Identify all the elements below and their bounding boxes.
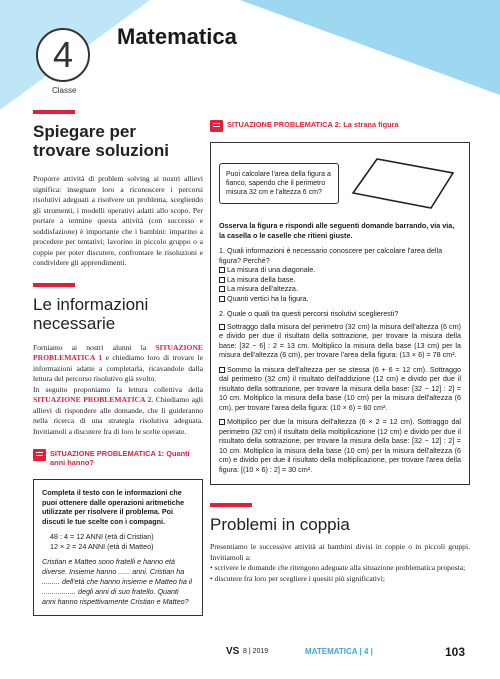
section-title-spiegare: Spiegare per trovare soluzioni bbox=[33, 122, 170, 160]
section-divider bbox=[33, 110, 75, 114]
checkbox[interactable] bbox=[219, 296, 225, 302]
problem-1-box bbox=[33, 479, 203, 616]
informazioni-paragraph-2: In seguito proponiamo la lettura collettiva della SITUAZIONE PROBLEMATICA 2. Chiediamo agli allievi di rispondere alle domande, che li guideranno nella ricerca di una strategia risolutiva adeguata. Invitiamoli a discutere fra di loro le scelte operate. bbox=[33, 384, 203, 436]
question-1: 1. Quali informazioni è necessario conoscere per calcolare l'area della figura? Perché? bbox=[219, 246, 443, 265]
checkbox[interactable] bbox=[219, 419, 225, 425]
checkbox[interactable] bbox=[219, 367, 225, 373]
coppia-bullet-2: • discutere fra loro per scegliere i quesiti più significativi; bbox=[210, 573, 385, 583]
brand-logo: VS bbox=[226, 646, 240, 657]
page-number: 103 bbox=[445, 645, 466, 659]
problem-1-text: Cristian e Matteo sono fratelli e hanno età diverse. Insieme hanno ...... anni. Cristian ha ......... dell'età che hanno insieme e Matteo ha il ................. degli anni di suo fratello. Quanti anni hanno rispettivamente Cristian e Matteo? bbox=[42, 557, 193, 606]
informazioni-paragraph-1: Forniamo ai nostri alunni la SITUAZIONE PROBLEMATICA 1 e chiediamo loro di trovare le informazioni adatte a completarla, ricavandole dalla lettura del percorso risolutivo già svolto. bbox=[33, 342, 204, 383]
problem-2-instructions: Osserva la figura e rispondi alle seguenti domande barrando, via via, la casella o le caselle che ritieni giuste. bbox=[219, 221, 455, 240]
option-label: Moltiplico per due la misura dell'altezza (6 × 2 = 12 cm). Sottraggo dal perimetro (32 cm) il risultato della moltiplicazione (12 cm) e divido per due il risultato della sottrazione, per trovare la misura della base: [32 − 12] : 2] = 10 cm. Moltiplico la misura della base (10 cm) per la misura dell'altezza (6 cm) e divido per due il risultato della moltiplicazione, per trovare l'area della figura: [(10 × 6) : 2] = 30 cm². bbox=[219, 417, 461, 474]
problem-1-line-2: 12 × 2 = 24 ANNI (età di Matteo) bbox=[50, 541, 154, 551]
option-label: La misura dell'altezza. bbox=[227, 284, 298, 293]
question-1-options bbox=[219, 265, 461, 303]
issue-number: 8 | 2019 bbox=[243, 648, 269, 655]
option-label: La misura di una diagonale. bbox=[227, 265, 316, 274]
problem-1-instructions: Completa il testo con le informazioni che puoi ottenere dalle operazioni aritmetiche utilizzate per risolvere il problema. Poi discuti le tue scelte con i compagni. bbox=[42, 488, 185, 526]
decorative-wedge-right bbox=[240, 0, 500, 95]
grade-label: Classe bbox=[52, 86, 77, 95]
grade-number: 4 bbox=[52, 34, 74, 75]
question-2-options bbox=[219, 322, 461, 475]
situazione-2-ref: SITUAZIONE PROBLEMATICA 2 bbox=[33, 395, 152, 404]
option-label: La misura della base. bbox=[227, 274, 296, 284]
footer-section: MATEMATICA | 4 | bbox=[305, 647, 373, 656]
option-label: Sommo la misura dell'altezza per se stessa (6 + 6 = 12 cm). Sottraggo dal perimetro (32 cm) il risultato dell'addizione (12 cm) e divido per due il risultato della sottrazione, per trovare la misura della base: [32 − 12] : 2] = 10 cm. Moltiplico la misura della base (10 cm) per la misura dell'altezza (6 cm), per trovare l'area della figura: (10 × 6) = 60 cm². bbox=[219, 364, 461, 412]
right-column bbox=[210, 120, 470, 584]
situazione-1-ref: SITUAZIONE PROBLEMATICA 1 bbox=[33, 342, 203, 362]
problem-2-box bbox=[210, 142, 470, 485]
checkbox[interactable] bbox=[219, 277, 225, 283]
problem-2-question-box: Puoi calcolare l'area della figura a fianco, sapendo che il perimetro misura 32 cm e l'altezza 6 cm? bbox=[219, 163, 339, 204]
worksheet-icon bbox=[210, 120, 223, 132]
section-title-coppia: Problemi in coppia bbox=[210, 515, 350, 534]
left-column bbox=[33, 110, 203, 616]
problem-2-question-row bbox=[219, 153, 461, 213]
checkbox[interactable] bbox=[219, 286, 225, 292]
coppia-paragraph: Presentiamo le successive attività ai bambini divisi in coppie o in piccoli gruppi. Invitiamoli a: bbox=[210, 542, 470, 562]
section-divider bbox=[210, 503, 252, 507]
subject-title: Matematica bbox=[117, 24, 237, 49]
page-footer bbox=[0, 646, 500, 660]
parallelogram-figure bbox=[345, 153, 460, 213]
section-title-informazioni: Le informazioni necessarie bbox=[33, 294, 149, 333]
option-label: Sottraggo dalla misura del perimetro (32 cm) la misura dell'altezza (6 cm) e divido per due il risultato della sottrazione, per trovare la misura della base: [32 − 6] : 2 = 13 cm. Moltiplico la misura della base (13 cm) per la misura dell'altezza (6 cm), per trovare l'area della figura: (13 × 6) = 78 cm². bbox=[219, 321, 461, 359]
checkbox[interactable] bbox=[219, 267, 225, 273]
option-label: Quanti vertici ha la figura. bbox=[227, 293, 309, 303]
problem-1-line-1: 48 : 4 = 12 ANNI (età di Cristian) bbox=[50, 532, 154, 541]
question-2: 2. Quale o quali tra questi percorsi risolutivi sceglieresti? bbox=[219, 309, 399, 318]
coppia-bullet-1: • scrivere le domande che ritengono adeguate alla situazione problematica proposta; bbox=[210, 563, 466, 572]
section-divider bbox=[33, 283, 75, 287]
checkbox[interactable] bbox=[219, 324, 225, 330]
grade-badge bbox=[36, 28, 90, 82]
problem-2-heading: SITUAZIONE PROBLEMATICA 2: La strana figura bbox=[210, 120, 470, 132]
worksheet-icon bbox=[33, 449, 46, 461]
problem-1-heading: SITUAZIONE PROBLEMATICA 1: Quanti anni hanno? bbox=[33, 449, 203, 467]
intro-paragraph: Proporre attività di problem solving ai nostri allievi significa: insegnare loro a riconoscere i percorsi risolutivi adeguati a risolvere un problema, scegliendo gli strumenti, i modelli operativi adatti allo scopo. Per portare a termine questa attività (con successo e soddisfazione) è importante che i bambini: imparino a procedere per tentativi; lavorino in piccolo gruppo o a coppie per poter discutere, confrontare le risoluzioni e condividere gli apprendimenti. bbox=[33, 174, 203, 267]
